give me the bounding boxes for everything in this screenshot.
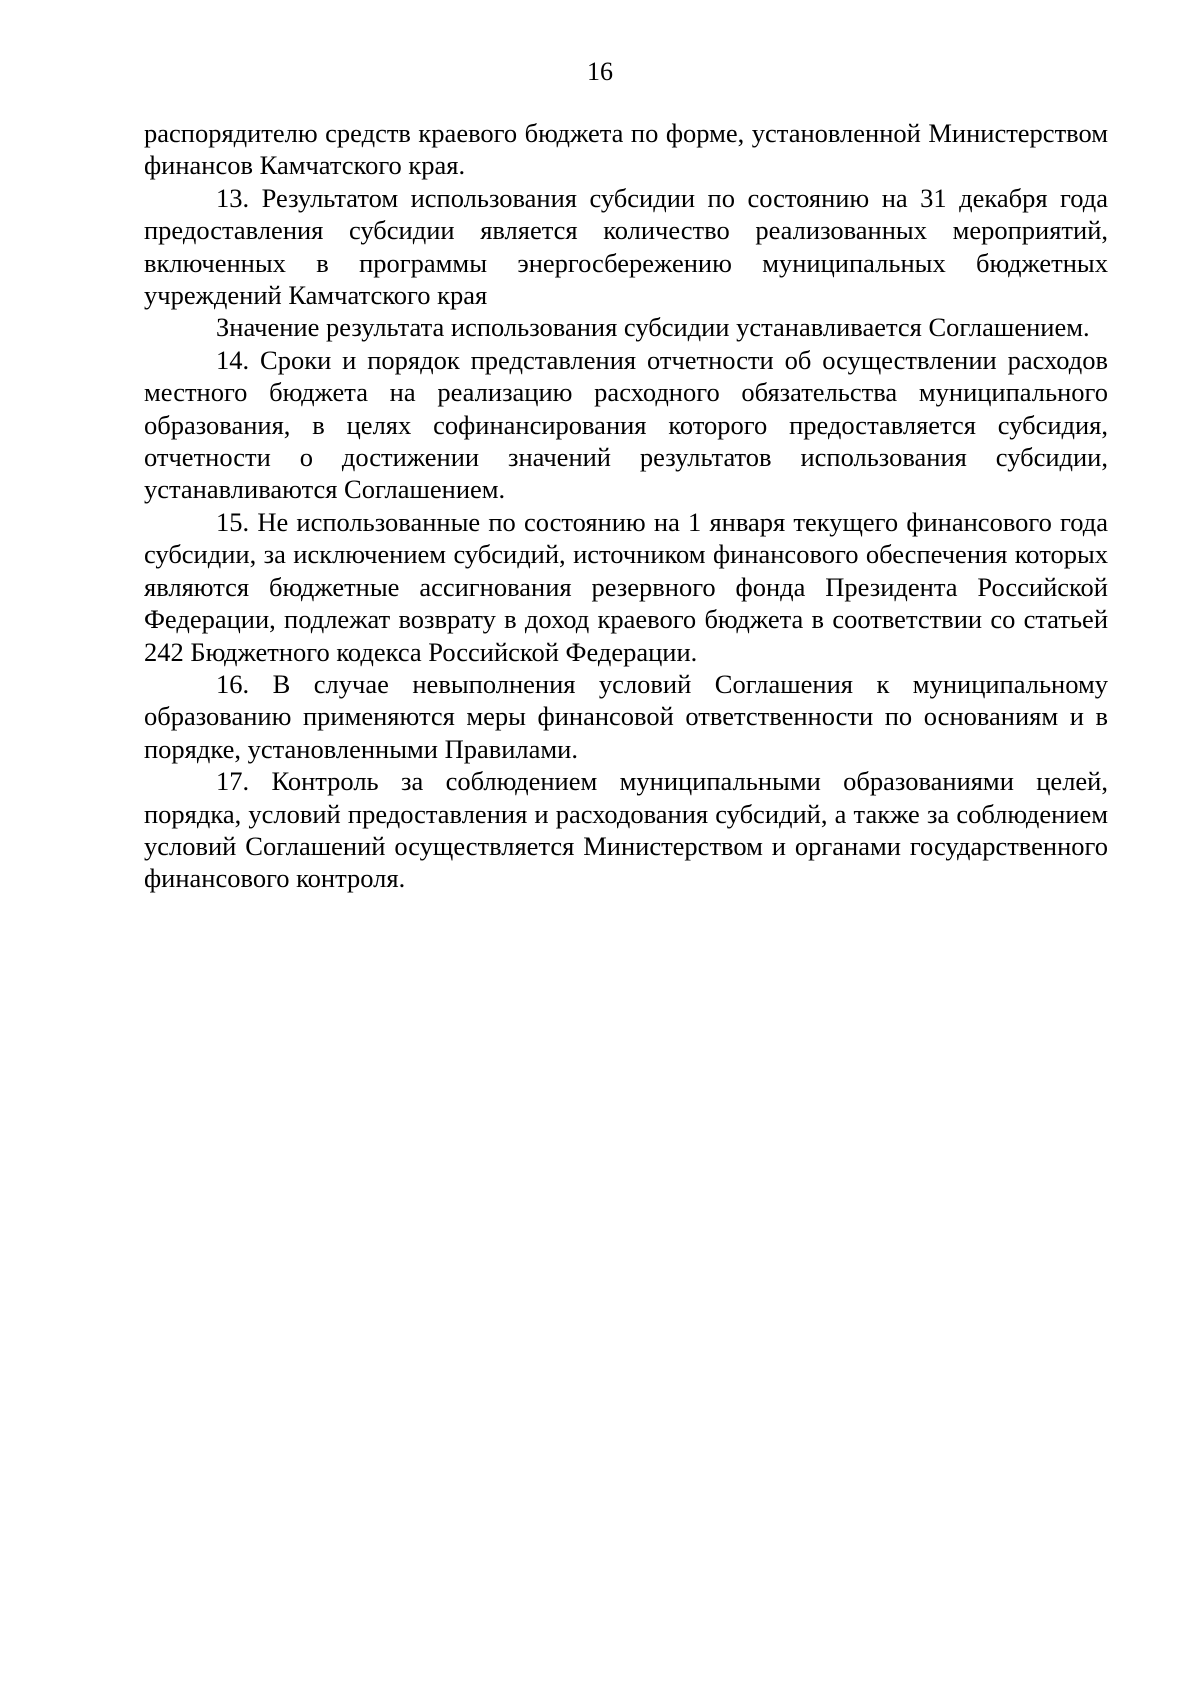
paragraph-17-control: 17. Контроль за соблюдением муниципальными образованиями целей, порядка, условий предоставления и расходования субсидий, а также за соблюдением условий Соглашений осуществляется Министерством и органами государственного финансового контроля. bbox=[144, 766, 1108, 894]
paragraph-13-result: 13. Результатом использования субсидии по состоянию на 31 декабря года предоставления субсидии является количество реализованных мероприятий, включенных в программы энергосбережению муниципальных бюджетных учреждений Камчатского края bbox=[144, 182, 1108, 311]
document-body bbox=[144, 117, 1108, 895]
paragraph-continuation: распорядителю средств краевого бюджета по форме, установленной Министерством финансов Камчатского края. bbox=[144, 118, 1108, 181]
paragraph-15-return: 15. Не использованные по состоянию на 1 января текущего финансового года субсидии, за исключением субсидий, источником финансового обеспечения которых являются бюджетные ассигнования резервного фонда Президента Российской Федерации, подлежат возврату в доход краевого бюджета в соответствии со статьей 242 Бюджетного кодекса Российской Федерации. bbox=[144, 506, 1108, 667]
paragraph-result-value: Значение результата использования субсидии устанавливается Соглашением. bbox=[216, 312, 1090, 343]
paragraph-14-reporting: 14. Сроки и порядок представления отчетности об осуществлении расходов местного бюджета на реализацию расходного обязательства муниципального образования, в целях софинансирования которого предоставляется субсидия, отчетности о достижении значений результатов использования субсидии, устанавливаются Соглашением. bbox=[144, 344, 1108, 505]
paragraph-16-liability: 16. В случае невыполнения условий Соглашения к муниципальному образованию применяются меры финансовой ответственности по основаниям и в порядке, установленными Правилами. bbox=[144, 668, 1108, 764]
page-number: 16 bbox=[587, 57, 613, 86]
